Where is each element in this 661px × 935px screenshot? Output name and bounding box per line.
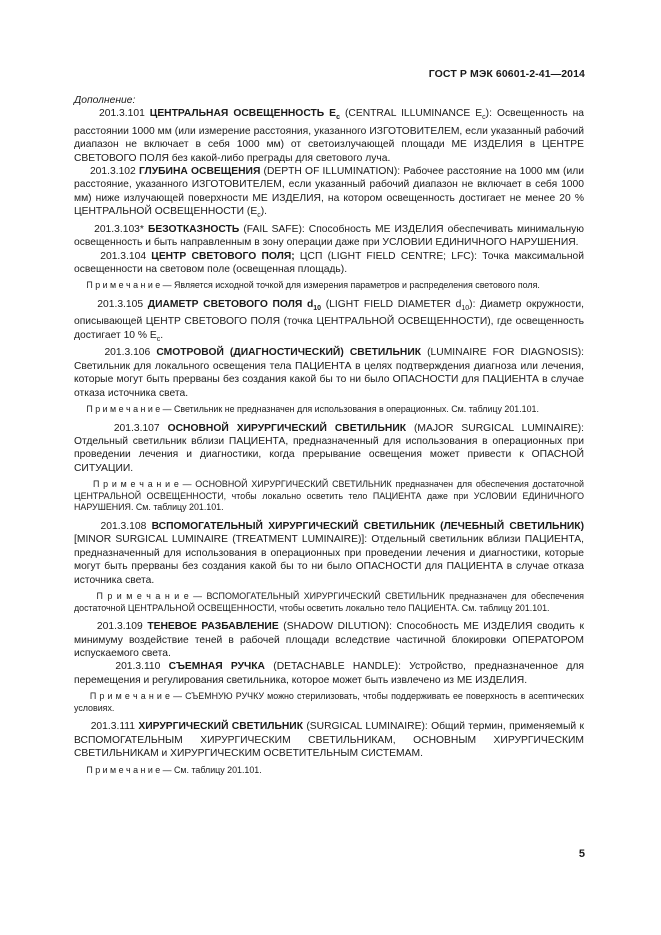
definition-107: 201.3.107 ОСНОВНОЙ ХИРУРГИЧЕСКИЙ СВЕТИЛЬНИК (MAJOR SURGICAL LUMINAIRE): Отдельный светильник вблизи ПАЦИЕНТА, предназначенный для использования в операционных при проведении лечения и диагностики, когда прерывание освещения может привести к ОПАСНОЙ СИТУАЦИИ.	[74, 422, 585, 474]
note-110: П р и м е ч а н и е — СЪЕМНУЮ РУЧКУ можно стерилизовать, чтобы поддерживать ее поверхность в асептических условиях.	[74, 691, 584, 713]
note-108: П р и м е ч а н и е — ВСПОМОГАТЕЛЬНЫЙ ХИРУРГИЧЕСКИЙ СВЕТИЛЬНИК предназначен для обеспечения достаточной ЦЕНТРАЛЬНОЙ ОСВЕЩЕННОСТИ, чтобы осветить локально тело ПАЦИЕНТА. См. таблицу 201.101.	[74, 590, 584, 613]
definition-111: 201.3.111 ХИРУРГИЧЕСКИЙ СВЕТИЛЬНИК (SURGICAL LUMINAIRE): Общий термин, применяемый к ВСПОМОГАТЕЛЬНЫМ ХИРУРГИЧЕСКИМ СВЕТИЛЬНИКАМ, ОСНОВНЫМ ХИРУРГИЧЕСКИМ СВЕТИЛЬНИКАМ и ХИРУРГИЧЕСКИМ ОСВЕТИТЕЛЬНЫМ СИСТЕМАМ.	[74, 721, 584, 760]
intro-label: Дополнение:	[74, 95, 136, 106]
note-111: П р и м е ч а н и е — См. таблицу 201.101.	[86, 764, 262, 775]
definition-108: 201.3.108 ВСПОМОГАТЕЛЬНЫЙ ХИРУРГИЧЕСКИЙ СВЕТИЛЬНИК (ЛЕЧЕБНЫЙ СВЕТИЛЬНИК) [MINOR SURGICAL LUMINAIRE (TREATMENT LUMINAIRE)]: Отдельный светильник вблизи ПАЦИЕНТА, предназначенный для использования в операционных при проведении лечения и диагностики, которые могут быть прерваны без создания какой бы то ни было ОПАСНОСТИ для ПАЦИЕНТА в случае отказа источника света.	[74, 520, 585, 586]
definition-104: 201.3.104 ЦЕНТР СВЕТОВОГО ПОЛЯ; ЦСП (LIGHT FIELD CENTRE; LFC): Точка максимальной освещенности на световом поле (освещенная площадь).	[74, 250, 584, 275]
document-body	[74, 94, 584, 782]
definition-105: 201.3.105 ДИАМЕТР СВЕТОВОГО ПОЛЯ $d_{10}$ (LIGHT FIELD DIAMETER $d_{10}$): Диаметр окружности, описывающей ЦЕНТР СВЕТОВОГО ПОЛЯ (точка ЦЕНТРАЛЬНОЙ ОСВЕЩЕННОСТИ), где освещенность достигает 10 % $E_c$.	[74, 298, 585, 343]
page-number: 5	[578, 848, 585, 860]
definition-110: 201.3.110 СЪЕМНАЯ РУЧКА (DETACHABLE HANDLE): Устройство, предназначенное для перемещения и регулирования светильника, которое может быть извлечено из МЕ ИЗДЕЛИЯ.	[74, 661, 584, 686]
note-106: П р и м е ч а н и е — Светильник не предназначен для использования в операционных. См. таблицу 201.101.	[86, 403, 539, 414]
document-header: ГОСТ Р МЭК 60601-2-41—2014	[428, 68, 585, 80]
definition-106: 201.3.106 СМОТРОВОЙ (ДИАГНОСТИЧЕСКИЙ) СВЕТИЛЬНИК (LUMINAIRE FOR DIAGNOSIS): Светильник для локального освещения тела ПАЦИЕНТА в целях подтверждения диагноза или лечения, которые могут быть прерваны без создания какой бы то ни было ОПАСНОСТИ для ПАЦИЕНТА в случае отказа источника света.	[74, 347, 585, 399]
definition-101: 201.3.101 ЦЕНТРАЛЬНАЯ ОСВЕЩЕННОСТЬ $E_c$ (CENTRAL ILLUMINANCE $E_c$): Освещенность на расстоянии 1000 мм (или измерение расстояния, указанного ИЗГОТОВИТЕЛЕМ, если указанный рабочий диапазон не включает в себя 1000 мм) от светоизлучающей площади МЕ ИЗДЕЛИЯ в ЦЕНТРЕ СВЕТОВОГО ПОЛЯ без какой-либо преграды для светового луча.	[74, 108, 585, 164]
definition-109: 201.3.109 ТЕНЕВОЕ РАЗБАВЛЕНИЕ (SHADOW DILUTION): Способность МЕ ИЗДЕЛИЯ сводить к минимуму воздействие теней в рабочей площади вследствие частичной блокировки ОПЕРАТОРОМ испускаемого света.	[74, 621, 584, 659]
note-107: П р и м е ч а н и е — ОСНОВНОЙ ХИРУРГИЧЕСКИЙ СВЕТИЛЬНИК предназначен для обеспечения достаточной ЦЕНТРАЛЬНОЙ ОСВЕЩЕННОСТИ, чтобы локально осветить тело ПАЦИЕНТА даже при УСЛОВИИ ЕДИНИЧНОГО НАРУШЕНИЯ. См. таблицу 201.101.	[74, 479, 584, 513]
definition-103: 201.3.103* БЕЗОТКАЗНОСТЬ (FAIL SAFE): Способность МЕ ИЗДЕЛИЯ обеспечивать минимальную освещенность и быть направленным в зону операции даже при УСЛОВИИ ЕДИНИЧНОГО НАРУШЕНИЯ.	[74, 223, 585, 249]
note-104: П р и м е ч а н и е — Является исходной точкой для измерения параметров и распределения светового поля.	[86, 280, 540, 291]
definition-102: 201.3.102 ГЛУБИНА ОСВЕЩЕНИЯ (DEPTH OF ILLUMINATION): Рабочее расстояние на 1000 мм (или расстояние, указанного ИЗГОТОВИТЕЛЕМ, если указанный рабочий диапазон не включает в себя 1000 мм) ниже излучающей поверхности МЕ ИЗДЕЛИЯ, на котором освещенность достигает не менее 20 % ЦЕНТРАЛЬНОЙ ОСВЕЩЕННОСТИ $(E_c)$.	[74, 166, 584, 220]
